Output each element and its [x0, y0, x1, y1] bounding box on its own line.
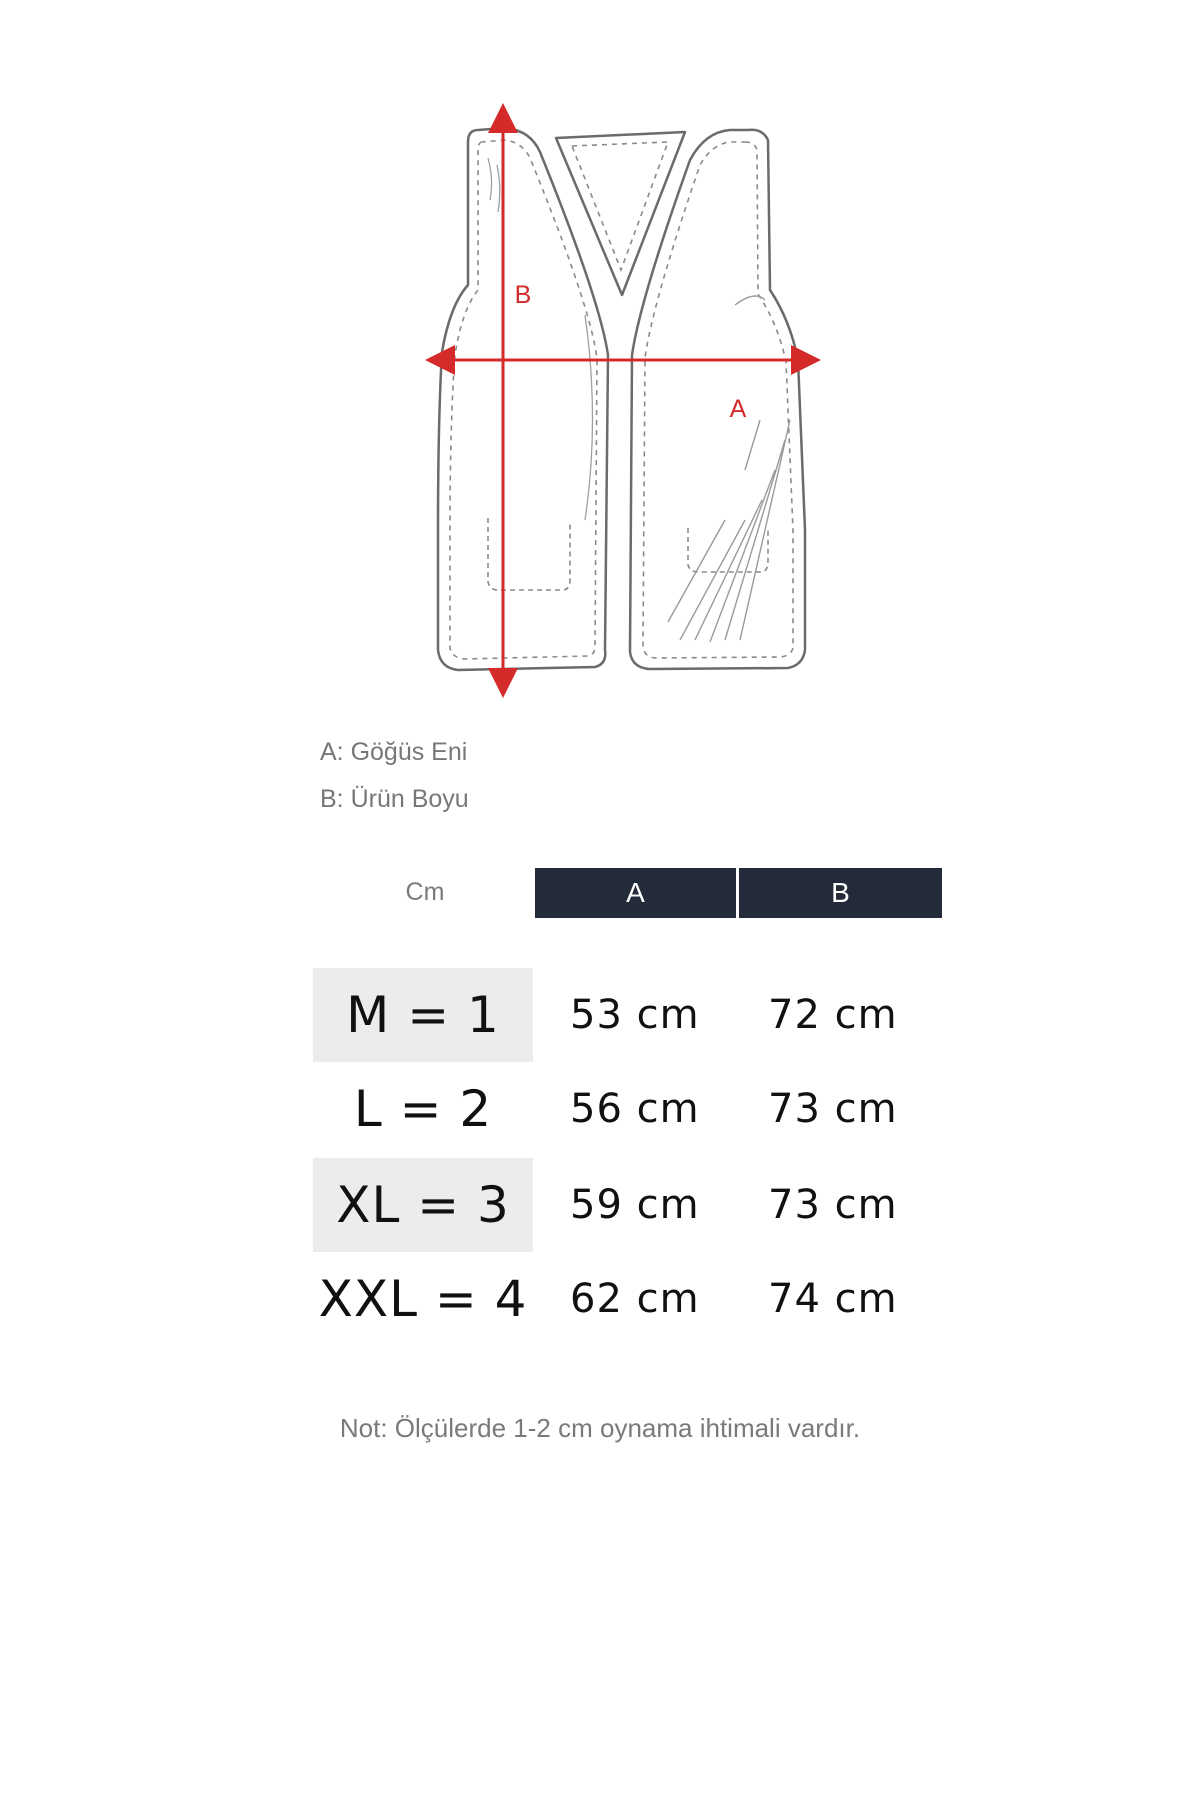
- size-label: M = 1: [313, 968, 533, 1062]
- vest-left-panel: [438, 128, 608, 670]
- legend-a: A: Göğüs Eni: [320, 738, 468, 766]
- vest-diagram: [0, 0, 1200, 720]
- vest-right-panel: [630, 130, 805, 669]
- measure-label-b: B: [514, 281, 532, 309]
- measure-label-a: A: [729, 395, 747, 423]
- vest-collar-stitching: [572, 142, 668, 270]
- value-a: 59 cm: [570, 1182, 700, 1228]
- unit-label: Cm: [405, 878, 445, 906]
- vest-left-pocket: [488, 518, 570, 590]
- measurement-note: Not: Ölçülerde 1-2 cm oynama ihtimali vardır.: [339, 1413, 861, 1443]
- vest-collar: [556, 132, 685, 295]
- value-b: 73 cm: [768, 1086, 898, 1132]
- column-header-b: B: [739, 868, 942, 918]
- value-b: 74 cm: [768, 1276, 898, 1322]
- table-row: [313, 1252, 963, 1346]
- vest-left-outline: [438, 128, 608, 670]
- table-row: [313, 968, 963, 1062]
- value-b: 72 cm: [768, 992, 898, 1038]
- size-label: XL = 3: [313, 1158, 533, 1252]
- vest-right-shading: [668, 296, 790, 642]
- value-a: 53 cm: [570, 992, 700, 1038]
- vest-right-stitching: [643, 142, 793, 658]
- value-a: 62 cm: [570, 1276, 700, 1322]
- vest-left-stitching: [450, 140, 597, 659]
- size-label: XXL = 4: [318, 1270, 528, 1328]
- table-row: [313, 1158, 963, 1252]
- value-b: 73 cm: [768, 1182, 898, 1228]
- size-label: L = 2: [353, 1080, 493, 1138]
- value-a: 56 cm: [570, 1086, 700, 1132]
- legend-b: B: Ürün Boyu: [320, 785, 469, 813]
- table-row: [313, 1062, 963, 1156]
- column-header-a: A: [535, 868, 736, 918]
- vest-right-outline: [630, 130, 805, 669]
